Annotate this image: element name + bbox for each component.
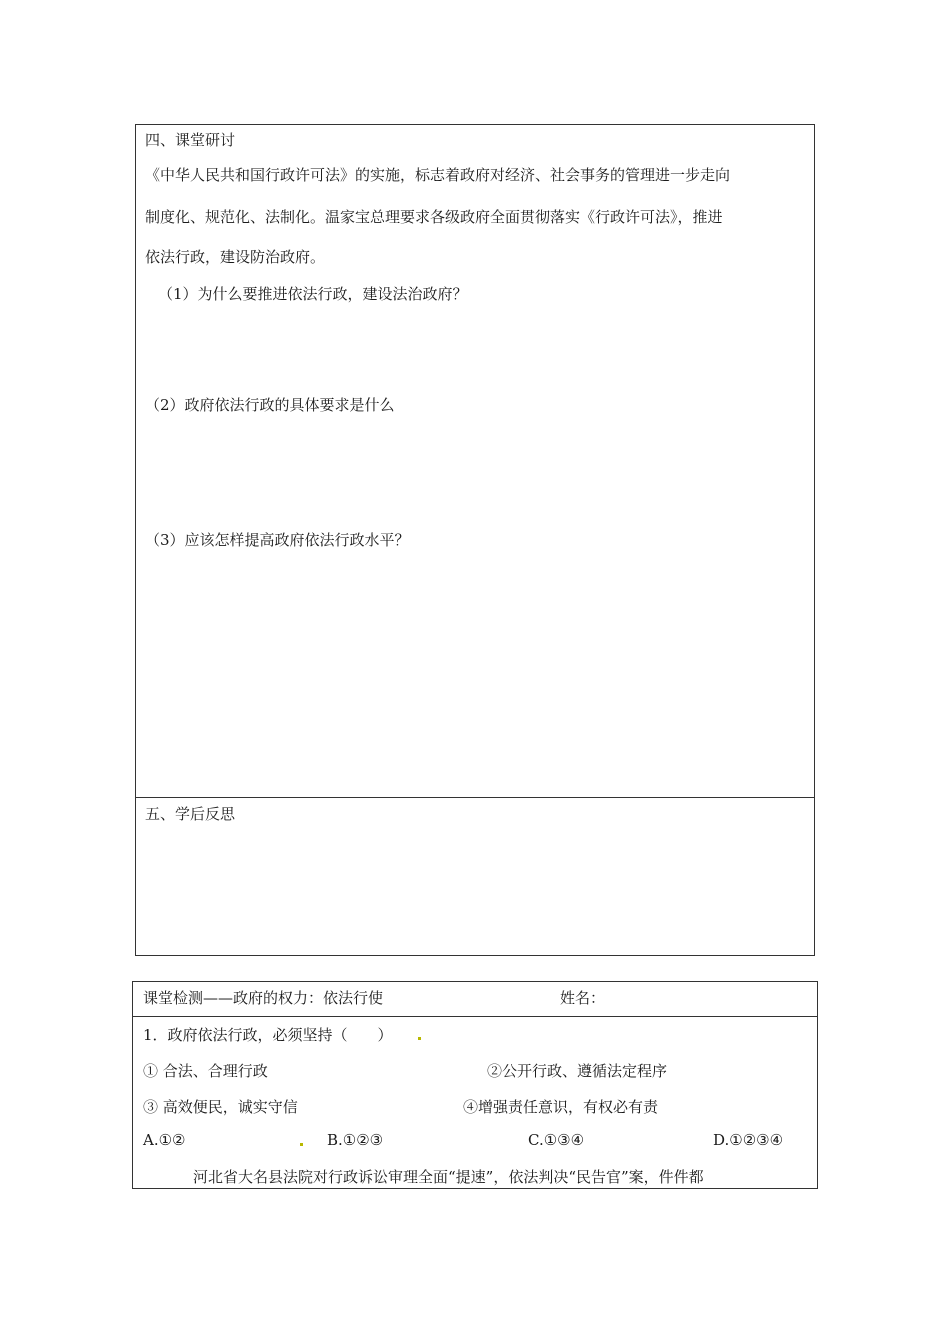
name-label: 姓名： <box>560 989 606 1007</box>
quiz-question-1: 1．政府依法行政，必须坚持（ ） <box>143 1026 393 1044</box>
choice-b: B.①②③ <box>327 1131 384 1149</box>
quiz-title: 课堂检测——政府的权力：依法行使 <box>143 989 384 1007</box>
passage-line: 河北省大名县法院对行政诉讼审理全面“提速”，依法判决“民告官”案，件件都 <box>193 1168 704 1186</box>
choice-c: C.①③④ <box>528 1131 585 1149</box>
quiz-header-divider <box>132 1016 818 1017</box>
quiz-table <box>132 981 818 1189</box>
section4-para-line-1: 《中华人民共和国行政许可法》的实施，标志着政府对经济、社会事务的管理进一步走向 <box>145 166 731 184</box>
choice-a: A.①② <box>143 1131 186 1149</box>
section4-heading: 四、课堂研讨 <box>145 131 236 149</box>
section-divider <box>135 797 815 798</box>
section4-para-line-3: 依法行政，建设防治政府。 <box>145 248 326 266</box>
section5-heading: 五、学后反思 <box>145 805 236 823</box>
question-3: （3）应该怎样提高政府依法行政水平？ <box>145 531 410 549</box>
question-1: （1）为什么要推进依法行政，建设法治政府？ <box>158 285 468 303</box>
section4-para-line-2: 制度化、规范化、法制化。温家宝总理要求各级政府全面贯彻落实《行政许可法》，推进 <box>145 208 723 226</box>
mark-dot <box>418 1037 421 1040</box>
option-3: ③ 高效便民，诚实守信 <box>143 1098 298 1116</box>
question-2: （2）政府依法行政的具体要求是什么 <box>145 396 395 414</box>
mark-dot <box>300 1143 303 1146</box>
option-1: ① 合法、合理行政 <box>143 1062 268 1080</box>
option-2: ②公开行政、遵循法定程序 <box>487 1062 668 1080</box>
option-4: ④增强责任意识，有权必有责 <box>463 1098 659 1116</box>
choice-d: D.①②③④ <box>713 1131 784 1149</box>
